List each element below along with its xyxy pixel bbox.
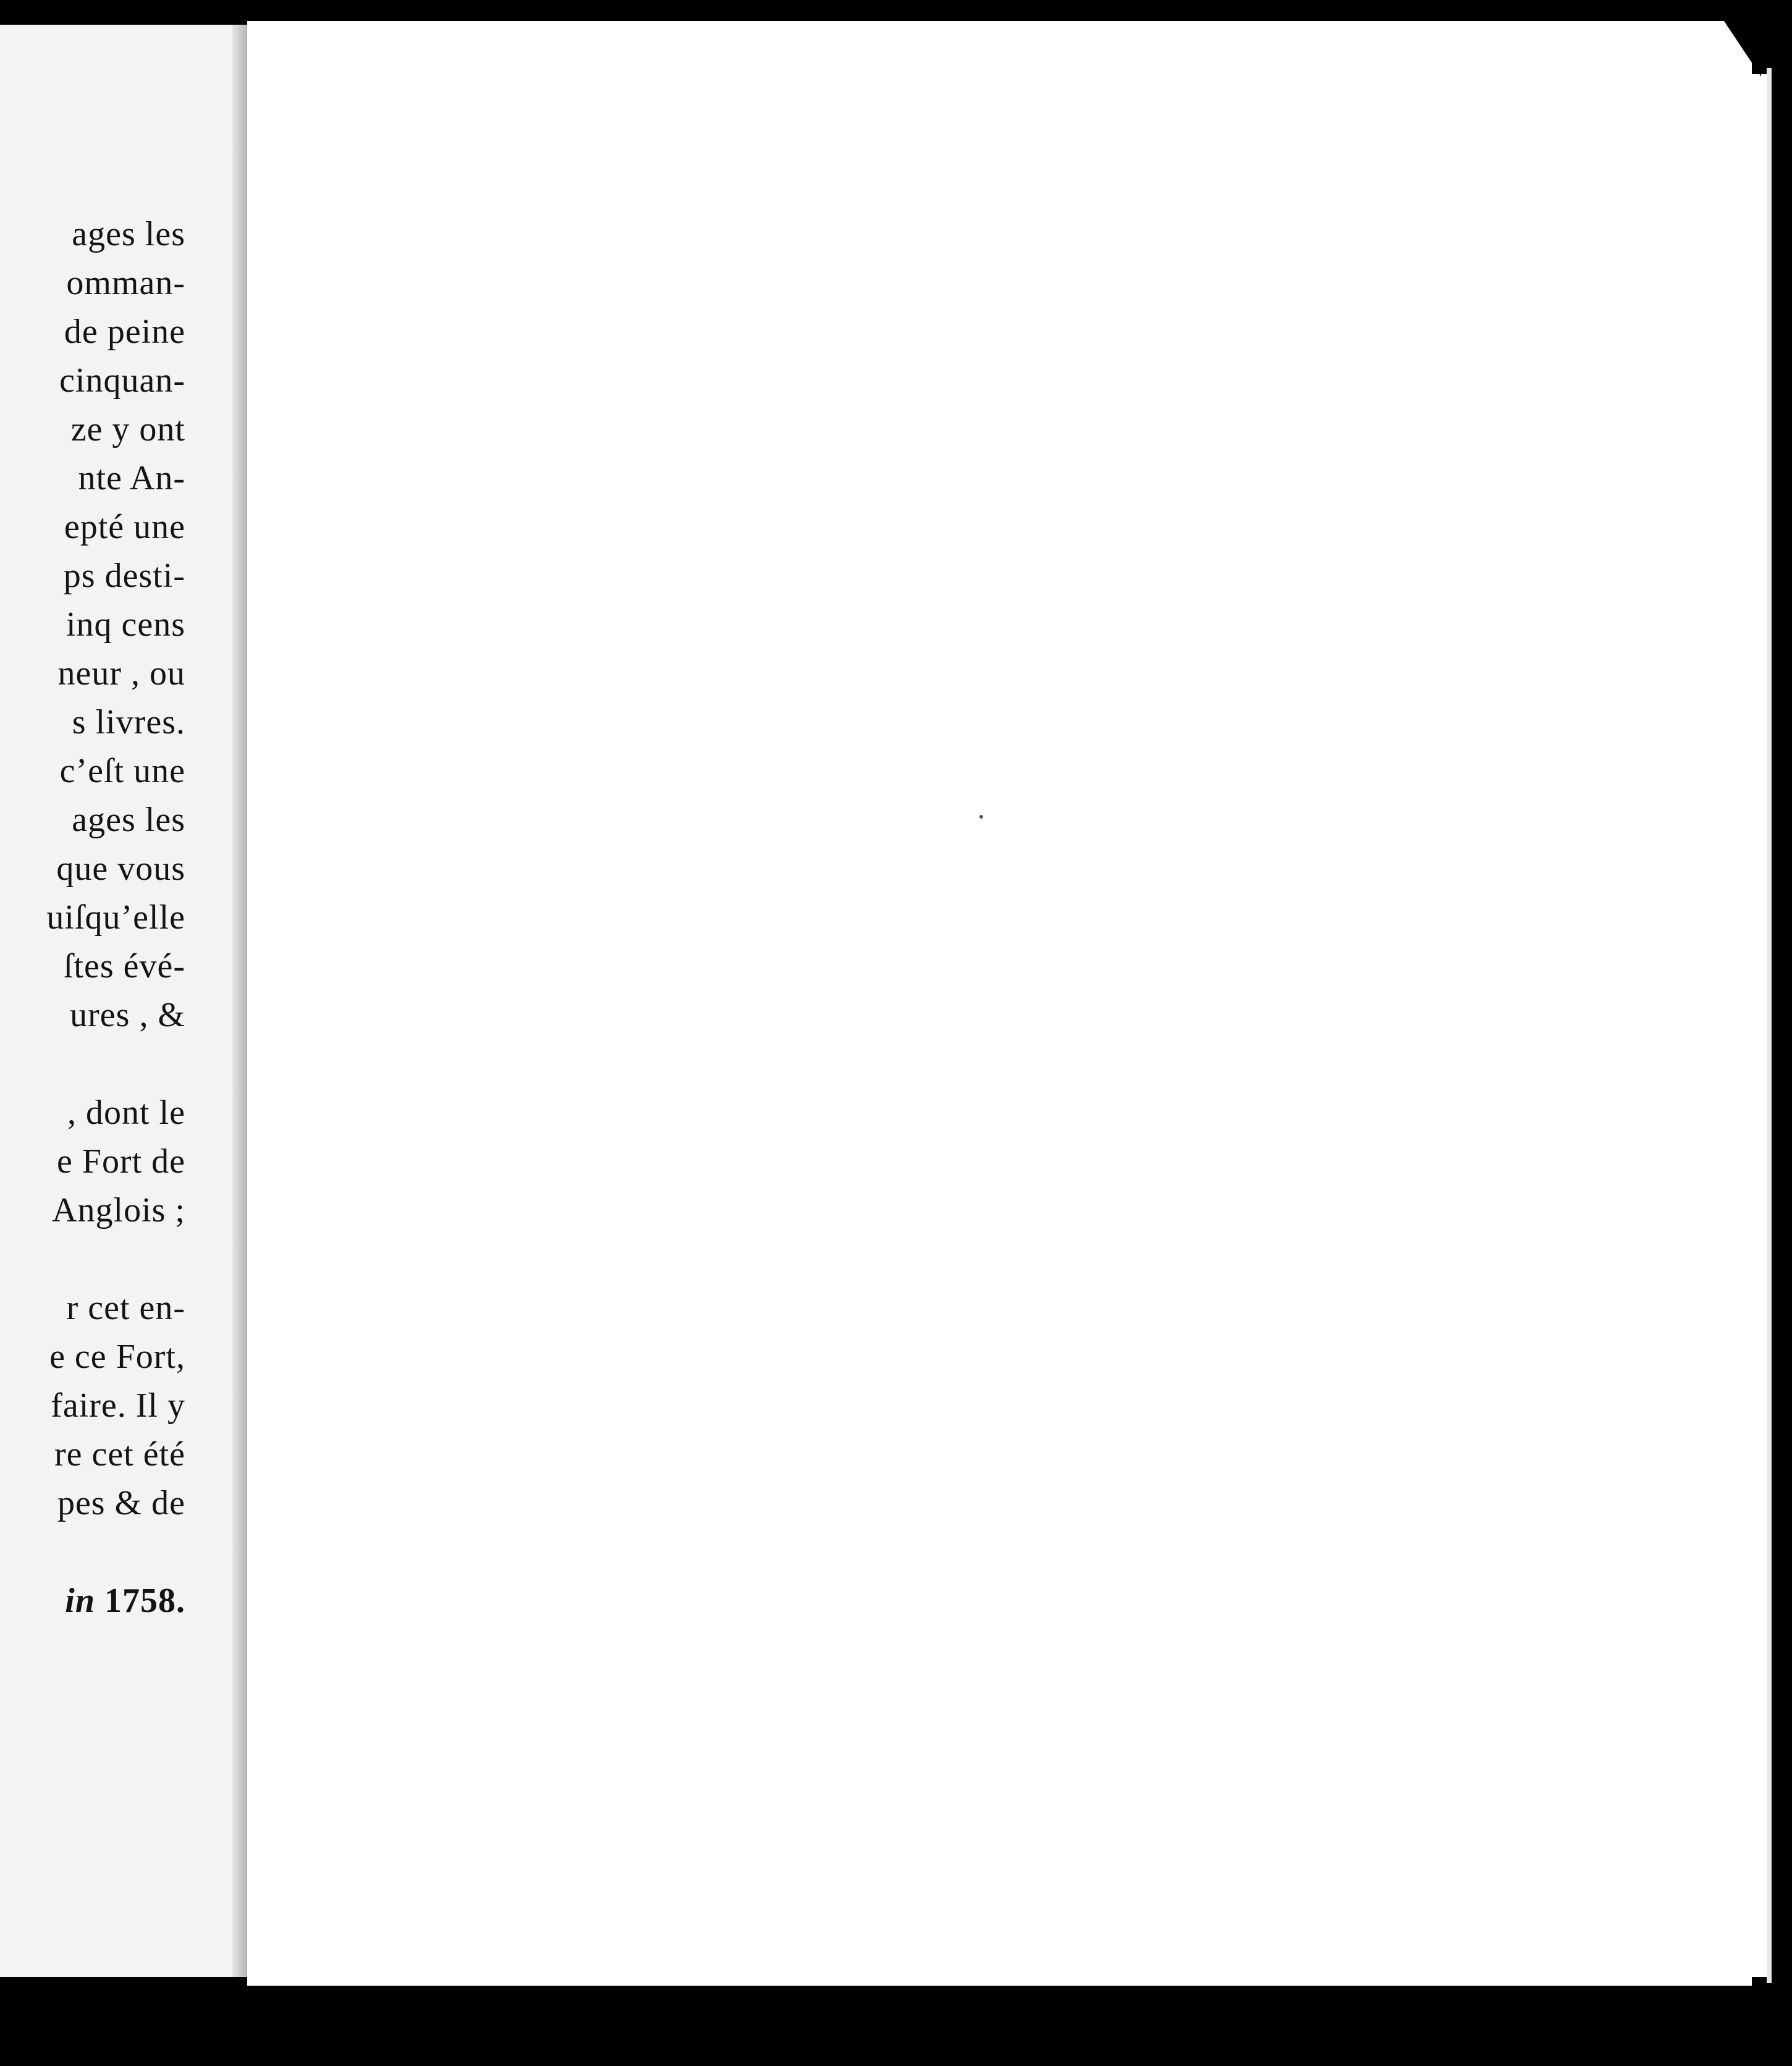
text-line: que vous: [56, 850, 185, 888]
text-line: cinquan-: [59, 361, 185, 400]
page-edge: [1752, 74, 1767, 1977]
text-line: , dont le: [67, 1094, 185, 1132]
text-line: re cet été: [54, 1435, 185, 1474]
text-line: faire. Il y: [51, 1386, 185, 1425]
paragraph-gap: [0, 1040, 185, 1089]
text-line: Anglois ;: [52, 1191, 185, 1229]
text-line: de peine: [64, 313, 185, 351]
text-line: e Fort de: [56, 1142, 185, 1181]
text-line: ſtes évé-: [63, 947, 185, 985]
page-corner: [1724, 21, 1761, 77]
dateline-year: 1758.: [104, 1582, 185, 1620]
text-line: inq cens: [66, 605, 185, 644]
text-line: c’eſt une: [59, 752, 185, 790]
page-edge-line: [1767, 68, 1772, 1983]
text-line: ze y ont: [70, 410, 185, 449]
text-line: uiſqu’elle: [46, 898, 185, 937]
text-line: pes & de: [57, 1484, 185, 1522]
dateline-italic: in: [65, 1582, 95, 1620]
text-line: omman-: [66, 264, 185, 302]
left-page-fragment: [0, 25, 253, 1977]
text-line: s livres.: [72, 703, 185, 741]
text-line: ages les: [72, 801, 185, 839]
paragraph-gap: [0, 1528, 185, 1577]
right-page-blank: [247, 21, 1752, 1986]
text-line: ures , &: [70, 996, 185, 1034]
text-line: e ce Fort,: [49, 1338, 185, 1376]
text-line: neur , ou: [57, 654, 185, 693]
left-page-text-column: [0, 210, 185, 1625]
dateline: [0, 1577, 185, 1625]
text-line: r cet en-: [66, 1289, 185, 1327]
paragraph-gap: [0, 1235, 185, 1284]
text-line: ages les: [72, 215, 185, 253]
text-line: epté une: [64, 508, 185, 546]
text-line: ps desti-: [63, 557, 185, 595]
paper-speck: [979, 815, 983, 819]
text-line: nte An-: [78, 459, 185, 497]
